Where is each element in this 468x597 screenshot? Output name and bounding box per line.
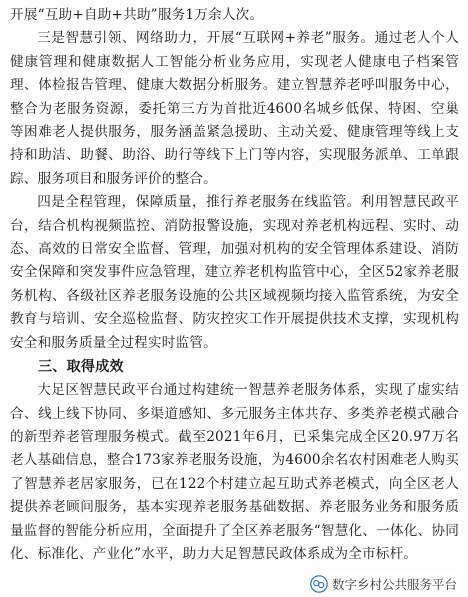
paragraph-results-summary: 大足区智慧民政平台通过构建统一智慧养老服务体系，实现了虚实结合、线上线下协同、多渠道感知、多元服务主体共存、多类养老模式融合的新型养老管理服务模式。截至2021年6月，已采集完成全区20.97万名老人基础信息，整合173家养老服务设施，为4600余名农村困难老人购买了智慧养老居家服务，已在122个村建立起互助式养老模式，向全区老人提供养老顾问服务，基本实现养老服务基础数据、养老服务业务和服务质量监督的智能分析应用，全面提升了全区养老服务“智慧化、一体化、协同化、标准化、产业化”水平，助力大足智慧民政体系成为全市标杆。	[10, 382, 459, 562]
watermark-text: 数字乡村公共服务平台	[331, 577, 457, 592]
wechat-official-account-icon	[310, 575, 328, 593]
section-heading-results: 三、取得成效	[38, 359, 124, 376]
paragraph-intro-tail: 开展“互助+自助+共助”服务1万余人次。	[10, 7, 264, 23]
paragraph-internet-plus-elderly-care: 三是智慧引领、网络助力，开展“互联网+养老”服务。通过老人个人健康管理和健康数据人工智能分析业务应用，实现老人健康电子档案管理、体检报告管理、健康大数据分析服务。建立智慧养老呼叫服务中心，整合为老服务资源，委托第三方为首批近4600名城乡低保、特困、空巢等困难老人提供服务，服务涵盖紧急援助、主动关爱、健康管理等线上支持和助洁、助餐、助浴、助行等线下上门等内容，实现服务派单、工单跟踪、服务项目和服务评价的整合。	[10, 30, 459, 187]
watermark	[307, 574, 460, 594]
paragraph-full-process-supervision: 四是全程管理，保障质量，推行养老服务在线监管。利用智慧民政平台，结合机构视频监控、消防报警设施，实现对养老机构远程、实时、动态、高效的日常安全监督、管理，加强对机构的安全管理体系建设、消防安全保障和突发事件应急管理，建立养老机构监管中心，全区52家养老服务机构、各级社区养老服务设施的公共区域视频均接入监管系统，为安全教育与培训、安全巡检监督、防灾控灾工作开展提供技术支撑，实现机构安全和服务质量全过程实时监管。	[10, 194, 459, 351]
